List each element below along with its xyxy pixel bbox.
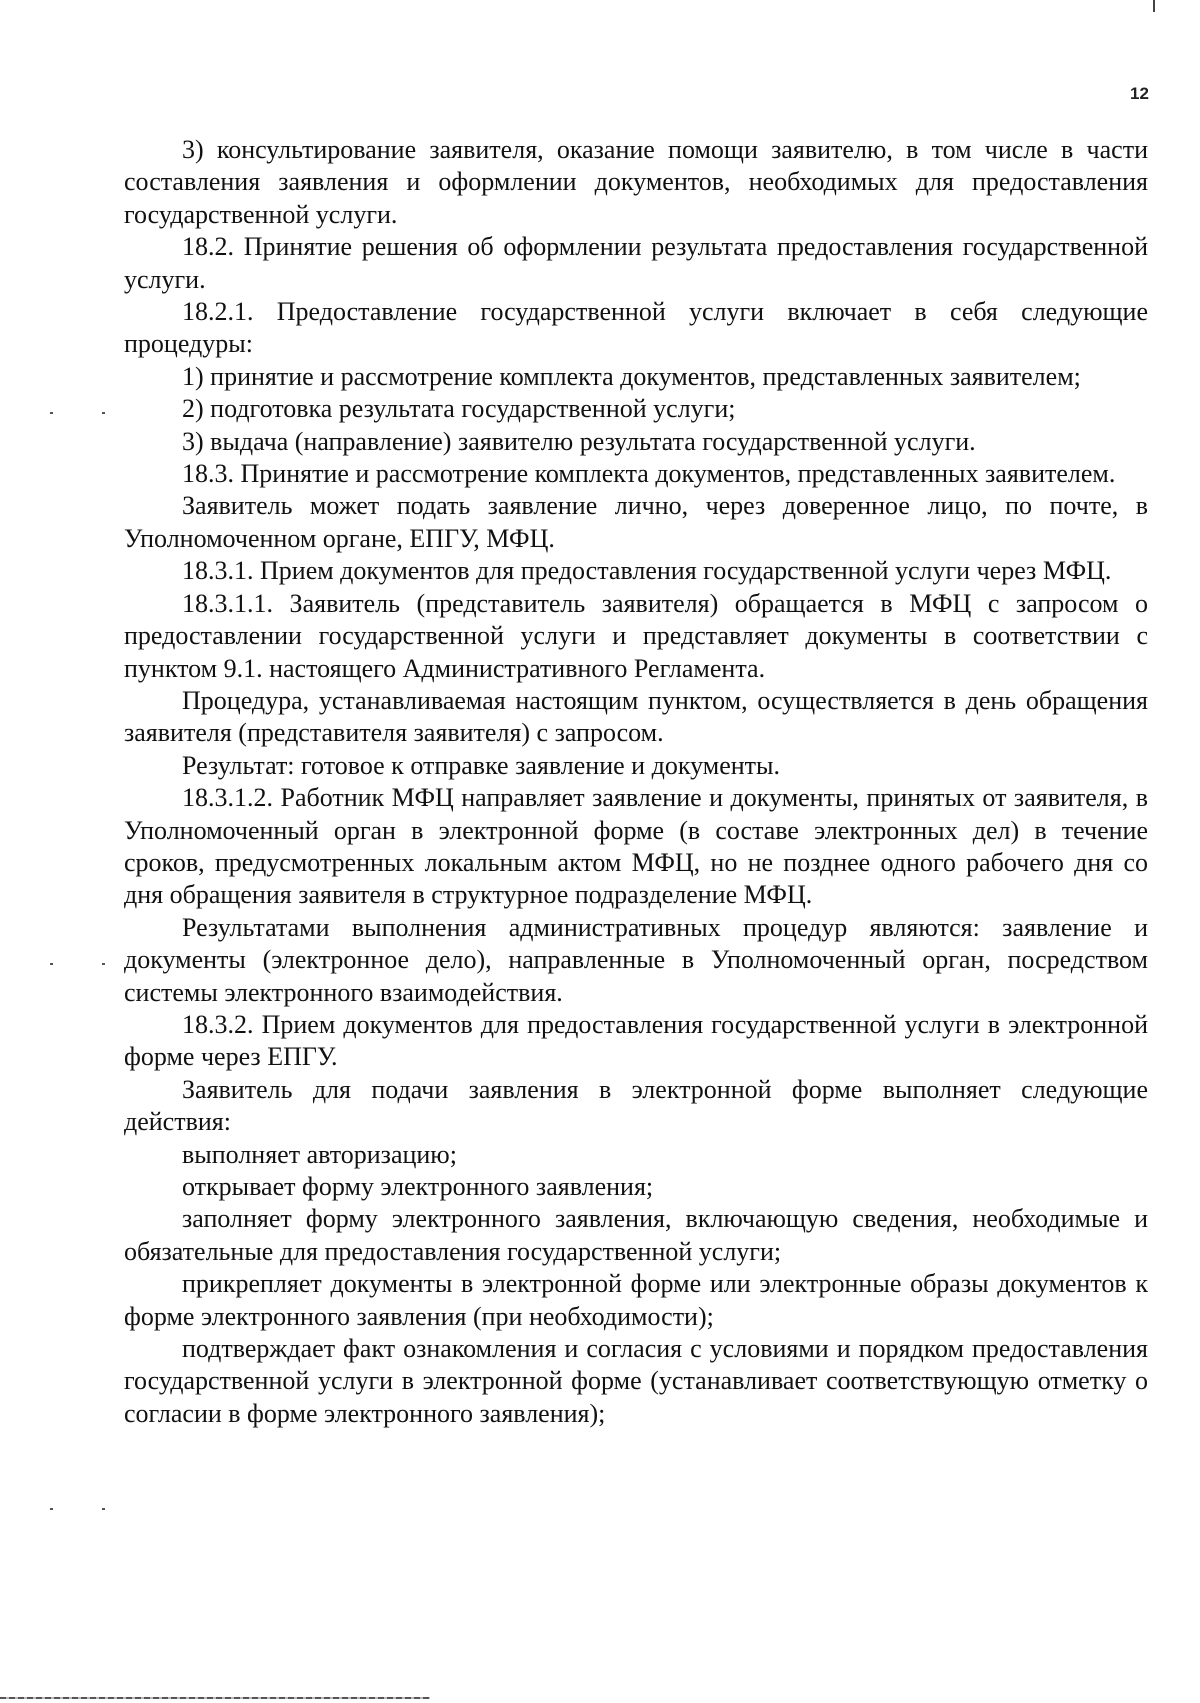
paragraph-consultation: 3) консультирование заявителя, оказание помощи заявителю, в том числе в части составления заявления и оформлении документов, необходимых для предоставления государственной услуги. (124, 135, 1148, 229)
scan-speck (50, 1508, 53, 1510)
paragraph-submission-methods: Заявитель может подать заявление лично, через доверенное лицо, по почте, в Уполномоченном органе, ЕПГУ, МФЦ. (124, 491, 1148, 553)
list-item-authorization: выполняет авторизацию; (182, 1139, 457, 1169)
scan-speck (50, 412, 53, 414)
list-item-issuance: 3) выдача (направление) заявителю результата государственной услуги. (182, 426, 976, 456)
scan-speck (102, 963, 105, 965)
scan-corner-mark (1153, 0, 1155, 12)
list-item-acceptance: 1) принятие и рассмотрение комплекта документов, представленных заявителем; (182, 361, 1081, 391)
paragraph-18-3-1: 18.3.1. Прием документов для предоставления государственной услуги через МФЦ. (182, 556, 1112, 586)
paragraph-applicant-actions: Заявитель для подачи заявления в электронной форме выполняет следующие действия: (124, 1074, 1148, 1137)
list-item-fill-form: заполняет форму электронного заявления, включающую сведения, необходимые и обязательные для предоставления государственной услуги; (124, 1204, 1148, 1266)
list-item-attach-documents: прикрепляет документы в электронной форме или электронные образы документов к форме электронного заявления (при необходимости); (124, 1269, 1148, 1331)
list-item-preparation: 2) подготовка результата государственной услуги; (182, 394, 736, 424)
paragraph-18-3-2: 18.3.2. Прием документов для предоставления государственной услуги в электронной форме через ЕПГУ. (124, 1009, 1148, 1072)
document-body (124, 134, 1148, 1430)
list-item-confirm-consent: подтверждает факт ознакомления и согласия с условиями и порядком предоставления государственной услуги в электронной форме (устанавливает соответствующую отметку о согласии в форме электронного заявления); (124, 1334, 1148, 1428)
list-item-open-form: открывает форму электронного заявления; (182, 1172, 654, 1201)
paragraph-18-2-1: 18.2.1. Предоставление государственной услуги включает в себя следующие процедуры: (124, 297, 1148, 359)
paragraph-18-2: 18.2. Принятие решения об оформлении результата предоставления государственной услуги. (124, 232, 1148, 294)
scan-bottom-edge (0, 1697, 430, 1699)
scan-speck (50, 963, 53, 965)
paragraph-18-3-1-1: 18.3.1.1. Заявитель (представитель заявителя) обращается в МФЦ с запросом о предоставлении государственной услуги и представляет документы в соответствии с пунктом 9.1. настоящего Административного Регламента. (124, 588, 1148, 683)
paragraph-results-of-procedures: Результатами выполнения административных процедур являются: заявление и документы (электронное дело), направленные в Уполномоченный орган, посредством системы электронного взаимодействия. (124, 912, 1148, 1007)
page-number: 12 (1130, 84, 1149, 103)
scan-speck (102, 1508, 105, 1510)
paragraph-18-3-1-2: 18.3.1.2. Работник МФЦ направляет заявление и документы, принятых от заявителя, в Уполномоченный орган в электронной форме (в составе электронных дел) в течение сроков, предусмотренных локальным актом МФЦ, но не позднее одного рабочего дня со дня обращения заявителя в структурное подразделение МФЦ. (124, 783, 1148, 910)
paragraph-procedure-timing: Процедура, устанавливаемая настоящим пунктом, осуществляется в день обращения заявителя (представителя заявителя) с запросом. (124, 685, 1148, 748)
paragraph-18-3: 18.3. Принятие и рассмотрение комплекта документов, представленных заявителем. (182, 459, 1116, 489)
scan-speck (102, 412, 105, 414)
paragraph-result: Результат: готовое к отправке заявление и документы. (182, 750, 780, 780)
